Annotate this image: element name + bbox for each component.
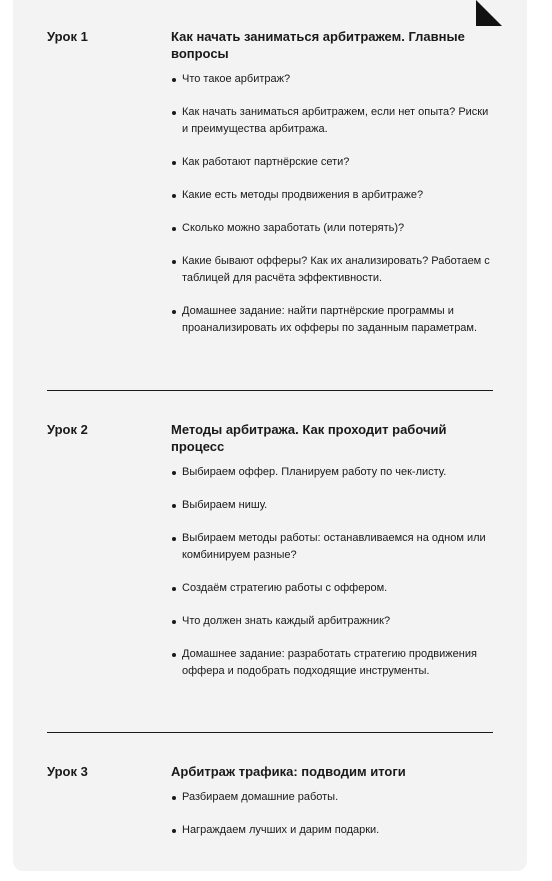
topic-item: Домашнее задание: разработать стратегию продвижения оффера и подобрать подходящие инструменты. [171,646,493,680]
lesson-body [171,763,493,855]
lesson-title: Методы арбитража. Как проходит рабочий процесс [171,422,447,454]
topic-item: Какие есть методы продвижения в арбитраже? [171,187,493,204]
topic-item: Выбираем методы работы: останавливаемся на одном или комбинируем разные? [171,530,493,564]
topic-item: Какие бывают офферы? Как их анализировать? Работаем с таблицей для расчёта эффективности. [171,253,493,287]
curriculum-card [13,0,527,871]
topic-item: Награждаем лучших и дарим подарки. [171,822,493,839]
topic-item: Как работают партнёрские сети? [171,154,493,171]
lesson-label: Урок 2 [47,422,88,437]
lesson-label: Урок 1 [47,29,88,44]
topic-item: Выбираем оффер. Планируем работу по чек-листу. [171,464,493,481]
topic-item: Что должен знать каждый арбитражник? [171,613,493,630]
topic-list [171,71,493,337]
topic-item: Как начать заниматься арбитражем, если нет опыта? Риски и преимущества арбитража. [171,104,493,138]
topic-item: Выбираем нишу. [171,497,493,514]
topic-item: Что такое арбитраж? [171,71,493,88]
topic-list [171,464,493,680]
lesson-title: Как начать заниматься арбитражем. Главные вопросы [171,29,465,61]
lesson-label: Урок 3 [47,764,88,779]
lesson-title: Арбитраж трафика: подводим итоги [171,764,406,779]
lesson-body [171,28,493,353]
topic-list [171,789,493,839]
corner-triangle-icon [476,0,502,26]
topic-item: Домашнее задание: найти партнёрские программы и проанализировать их офферы по заданным параметрам. [171,303,493,337]
lesson-body [171,421,493,696]
lesson-divider [47,390,493,391]
topic-item: Создаём стратегию работы с оффером. [171,580,493,597]
lesson-divider [47,732,493,733]
topic-item: Разбираем домашние работы. [171,789,493,806]
topic-item: Сколько можно заработать (или потерять)? [171,220,493,237]
